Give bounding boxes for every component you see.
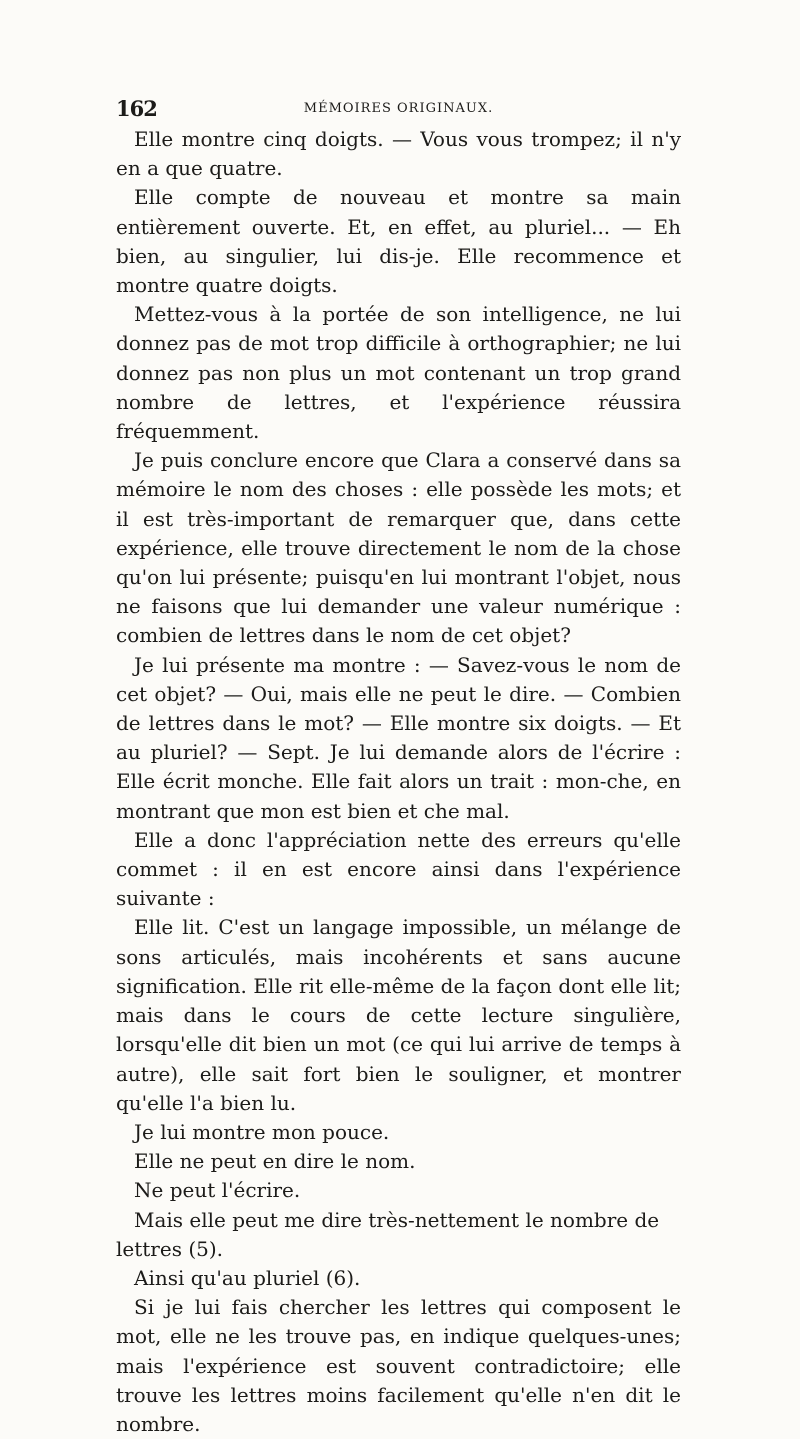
paragraph: Elle a donc l'appréciation nette des erreurs qu'elle commet : il en est encore ainsi dans l'expérience suivante : [116,827,681,911]
paragraph: Si je lui fais chercher les lettres qui composent le mot, elle ne les trouve pas, en indique quelques-unes; mais l'expérience est souvent contradictoire; elle trouve les lettres moins facilement qu'elle n'en dit le nombre. [116,1295,681,1436]
running-head: MÉMOIRES ORIGINAUX. [303,101,494,116]
paragraph: Elle lit. C'est un langage impossible, un mélange de sons articulés, mais incohérents et sans aucune signification. Elle rit elle-même de la façon dont elle lit; mais dans le cours de cette lecture singulière, lorsqu'elle dit bien un mot (ce qui lui arrive de temps à autre), elle sait fort bien le souligner, et montrer qu'elle l'a bien lu. [116,915,681,1115]
page-header [116,96,681,124]
paragraph: Elle compte de nouveau et montre sa main entièrement ouverte. Et, en effet, au pluriel... — Eh bien, au singulier, lui dis-je. Elle recommence et montre quatre doigts. [116,185,681,298]
page-body [116,125,681,1439]
page-number: 162 [116,96,157,121]
paragraph: Je puis conclure encore que Clara a conservé dans sa mémoire le nom des choses : elle possède les mots; et il est très-important de remarquer que, dans cette expérience, elle trouve directement le nom de la chose qu'on lui présente; puisqu'en lui montrant l'objet, nous ne faisons que lui demander une valeur numérique : combien de lettres dans le nom de cet objet? [116,448,681,648]
paragraph: Elle montre cinq doigts. — Vous vous trompez; il n'y en a que quatre. [116,127,681,181]
paragraph: Je lui présente ma montre : — Savez-vous le nom de cet objet? — Oui, mais elle ne peut le dire. — Combien de lettres dans le mot? — Elle montre six doigts. — Et au pluriel? — Sept. Je lui demande alors de l'écrire : Elle écrit monche. Elle fait alors un trait : mon-che, en montrant que mon est bien et che mal. [116,652,681,823]
paragraph: Je lui montre mon pouce. [134,1119,390,1144]
paragraph: Mettez-vous à la portée de son intelligence, ne lui donnez pas de mot trop difficile à orthographier; ne lui donnez pas non plus un mot contenant un trop grand nombre de lettres, et l'expérience réussira fréquemment. [116,302,681,444]
paragraph: Ainsi qu'au pluriel (6). [134,1265,361,1290]
paragraph: Elle ne peut en dire le nom. [134,1149,416,1174]
paragraph: Ne peut l'écrire. [134,1178,301,1203]
paragraph: Mais elle peut me dire très-nettement le nombre de lettres (5). [116,1207,660,1261]
